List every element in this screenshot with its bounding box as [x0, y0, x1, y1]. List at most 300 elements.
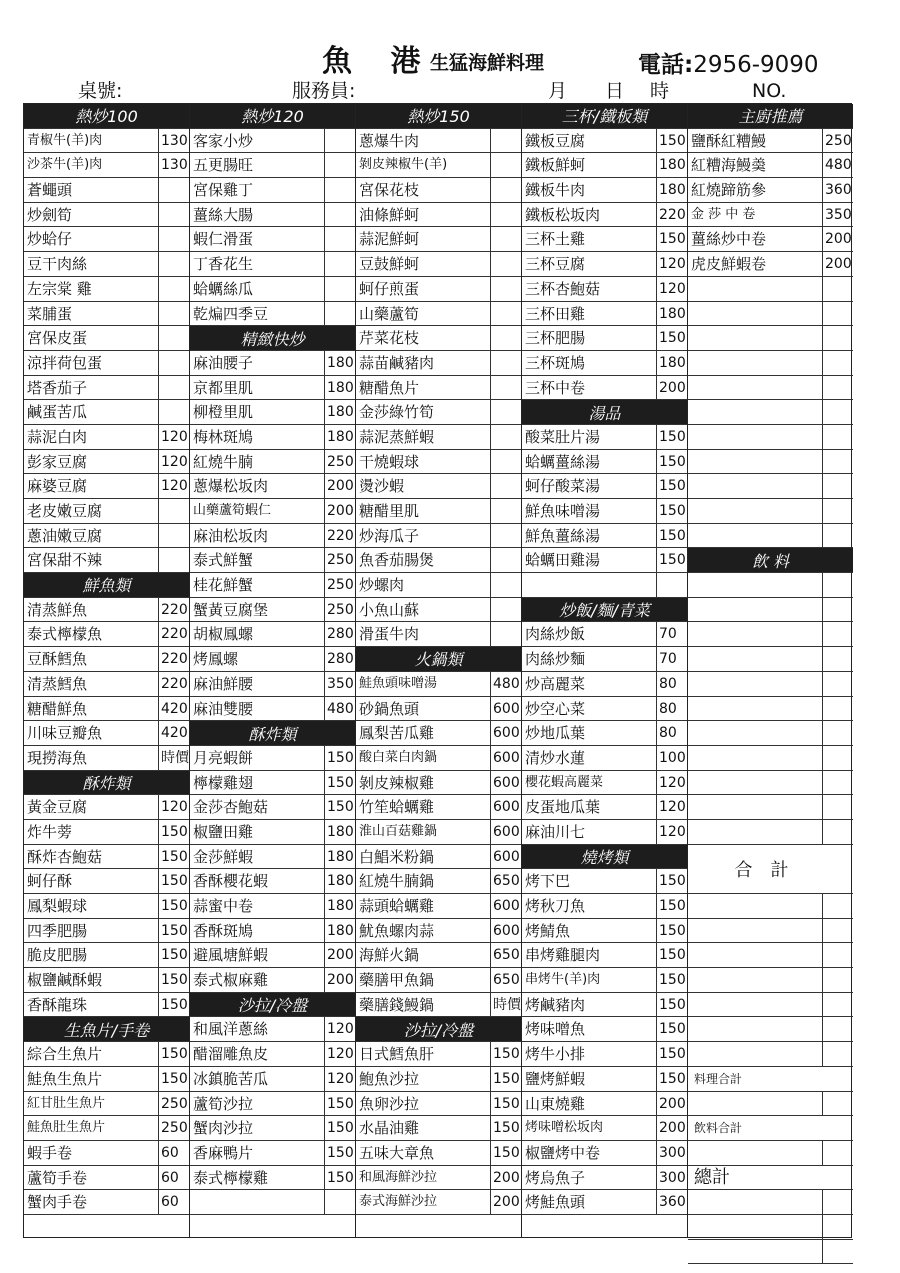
item-price: [822, 672, 853, 696]
item-price: [158, 376, 189, 400]
item-price: [490, 351, 521, 375]
item-name: 三杯肥腸: [525, 329, 586, 348]
menu-item: [190, 1092, 355, 1117]
menu-item: [24, 1116, 189, 1141]
total-label: 料理合計: [694, 1071, 743, 1086]
item-name: 炒海瓜子: [359, 526, 420, 545]
item-name: [688, 919, 822, 943]
menu-item: [356, 869, 521, 894]
item-price: 150: [324, 771, 355, 795]
item-price: 600: [490, 721, 521, 745]
item-price: [158, 351, 189, 375]
item-name: 金莎鮮蝦: [193, 847, 254, 866]
menu-item: [522, 1141, 687, 1166]
item-price: [822, 1190, 853, 1214]
item-price: [822, 1092, 853, 1116]
item-name: 香酥斑鳩: [193, 921, 254, 940]
item-name: [688, 697, 822, 721]
item-name: 綜合生魚片: [27, 1045, 103, 1064]
item-name: 炒地瓜葉: [525, 724, 586, 743]
menu-item: [688, 1240, 853, 1265]
item-price: 80: [656, 672, 687, 696]
item-price: 150: [324, 1092, 355, 1116]
item-name: 蘆筍沙拉: [193, 1094, 254, 1113]
item-price: 650: [490, 968, 521, 992]
item-price: [490, 178, 521, 202]
menu-item: [522, 968, 687, 993]
item-name: [522, 573, 656, 597]
item-price: 150: [656, 425, 687, 449]
item-name: [688, 400, 822, 424]
menu-item: [356, 1067, 521, 1092]
item-price: [822, 351, 853, 375]
item-name: 干燒蝦球: [359, 452, 420, 471]
menu-item: [24, 622, 189, 647]
menu-item: [522, 277, 687, 302]
item-price: [822, 943, 853, 967]
section-header: 炒飯/麵/青菜: [522, 598, 687, 623]
item-price: [158, 302, 189, 326]
item-name: 四季肥腸: [27, 921, 88, 940]
item-price: [324, 129, 355, 153]
item-name: [688, 302, 822, 326]
item-name: 彭家豆腐: [27, 452, 88, 471]
item-name: 櫻花蝦高麗菜: [525, 774, 604, 790]
item-price: 150: [158, 993, 189, 1017]
menu-item: [688, 795, 853, 820]
item-price: 180: [324, 919, 355, 943]
menu-item: [688, 672, 853, 697]
item-name: 烤秋刀魚: [525, 897, 586, 915]
item-price: 300: [656, 1141, 687, 1165]
item-name: 蘆筍手卷: [27, 1168, 88, 1187]
menu-column-2: [189, 104, 355, 1237]
item-name: 蟹肉手卷: [27, 1193, 88, 1212]
item-name: 滑蛋牛肉: [359, 625, 420, 644]
item-price: 200: [656, 1116, 687, 1140]
item-name: [688, 1141, 822, 1165]
item-price: [158, 277, 189, 301]
item-price: 150: [158, 845, 189, 869]
menu-item: [688, 1042, 853, 1067]
menu-item: [24, 326, 189, 351]
menu-item: [24, 203, 189, 228]
item-price: [490, 499, 521, 523]
item-price: 200: [490, 1166, 521, 1190]
menu-item: [688, 425, 853, 450]
menu-item: [356, 400, 521, 425]
item-price: [490, 153, 521, 177]
menu-item: [190, 178, 355, 203]
menu-item: [24, 1042, 189, 1067]
item-price: 220: [656, 203, 687, 227]
section-header: 燒烤類: [522, 845, 687, 870]
item-price: 150: [324, 746, 355, 770]
menu-item: [688, 1092, 853, 1117]
item-price: 180: [324, 351, 355, 375]
item-name: 肉絲炒飯: [525, 625, 586, 644]
item-name: 宮保甜不辣: [27, 551, 103, 570]
item-price: [822, 795, 853, 819]
item-name: 糖醋魚片: [359, 378, 420, 397]
item-price: [490, 573, 521, 597]
menu-item: [688, 573, 853, 598]
item-price: [822, 326, 853, 350]
item-price: [822, 302, 853, 326]
item-price: 220: [158, 598, 189, 622]
menu-item: [24, 1141, 189, 1166]
item-name: 薑絲炒中卷: [691, 230, 767, 249]
item-name: 丁香花生: [193, 255, 254, 274]
menu-item: [688, 598, 853, 623]
item-name: 紅燒蹄筋參: [691, 181, 767, 200]
item-name: 菜脯蛋: [27, 304, 73, 323]
item-name: [688, 450, 822, 474]
item-name: 砂鍋魚頭: [359, 699, 420, 718]
item-price: 150: [656, 548, 687, 572]
item-price: [822, 919, 853, 943]
item-name: 鮑魚沙拉: [359, 1069, 420, 1088]
item-price: [822, 425, 853, 449]
item-price: 250: [822, 129, 853, 153]
menu-item: [24, 672, 189, 697]
menu-item: [356, 622, 521, 647]
item-name: 蒼蠅頭: [27, 181, 73, 200]
menu-item: [688, 153, 853, 178]
item-name: 魚香茄腸煲: [359, 551, 435, 570]
item-price: 600: [490, 795, 521, 819]
item-name: 沙茶牛(羊)肉: [27, 157, 103, 173]
item-name: 蛤蠣薑絲湯: [525, 452, 601, 471]
menu-item: [688, 326, 853, 351]
item-price: 150: [656, 450, 687, 474]
menu-item: [24, 894, 189, 919]
item-price: 時價: [158, 746, 189, 770]
item-price: [822, 277, 853, 301]
item-name: 蒜泥白肉: [27, 427, 88, 446]
item-name: 烤味噌魚: [525, 1020, 586, 1039]
item-price: 150: [656, 1067, 687, 1091]
item-name: 蚵仔煎蛋: [359, 279, 420, 298]
item-price: [822, 573, 853, 597]
menu-item: [522, 129, 687, 154]
menu-item: [688, 1017, 853, 1042]
item-price: 150: [656, 869, 687, 893]
menu-item: [356, 153, 521, 178]
menu-item: [688, 647, 853, 672]
item-price: 130: [158, 153, 189, 177]
item-price: 200: [656, 1092, 687, 1116]
menu-item: [356, 1166, 521, 1191]
menu-item: [688, 993, 853, 1018]
menu-item: [24, 227, 189, 252]
section-header: 鮮魚類: [24, 573, 189, 598]
item-name: 鮮魚味噌湯: [525, 502, 601, 520]
item-name: [688, 1042, 822, 1066]
menu-item: [522, 425, 687, 450]
item-name: [688, 1092, 822, 1116]
menu-item: [190, 622, 355, 647]
menu-item: [190, 647, 355, 672]
phone-number: 2956-9090: [693, 52, 819, 78]
item-name: [688, 795, 822, 819]
item-price: 70: [656, 622, 687, 646]
item-price: [158, 203, 189, 227]
item-name: 鳳梨蝦球: [27, 897, 88, 915]
menu-item: [522, 919, 687, 944]
item-price: [490, 277, 521, 301]
item-price: [324, 252, 355, 276]
item-price: [490, 548, 521, 572]
item-name: 日式鱈魚肝: [359, 1045, 435, 1064]
menu-item: [356, 474, 521, 499]
item-price: 150: [158, 1042, 189, 1066]
total-label: 總計: [694, 1166, 730, 1188]
menu-item: [24, 302, 189, 327]
item-name: 豆酥鱈魚: [27, 650, 88, 669]
item-price: [822, 820, 853, 844]
item-name: [688, 771, 822, 795]
item-name: 魷魚螺肉蒜: [359, 921, 435, 940]
item-price: 150: [656, 524, 687, 548]
item-name: 蒜蜜中卷: [193, 897, 254, 915]
menu-item: [190, 203, 355, 228]
item-name: 芹菜花枝: [359, 329, 420, 348]
menu-item: [356, 252, 521, 277]
menu-item: [356, 845, 521, 870]
menu-item: [356, 548, 521, 573]
item-price: [822, 721, 853, 745]
hour-label: 時: [650, 80, 670, 102]
item-name: 烤下巴: [525, 872, 571, 891]
item-name: 塔香茄子: [27, 378, 88, 397]
item-price: 180: [324, 869, 355, 893]
section-header: 生魚片/手卷: [24, 1017, 189, 1042]
item-name: 清蒸鮮魚: [27, 600, 88, 619]
item-name: 鹽酥紅糟鰻: [691, 131, 767, 150]
menu-item: [24, 1166, 189, 1191]
item-name: [688, 598, 822, 622]
order-sheet-header: [0, 0, 900, 110]
item-name: 薑絲大腸: [193, 205, 254, 224]
menu-item: [356, 227, 521, 252]
item-name: [688, 721, 822, 745]
menu-item: [190, 400, 355, 425]
item-price: 150: [490, 1141, 521, 1165]
item-price: [158, 400, 189, 424]
item-name: 冰鎮脆苦瓜: [193, 1069, 269, 1088]
item-price: 280: [324, 622, 355, 646]
menu-item: [356, 1116, 521, 1141]
item-price: 420: [158, 697, 189, 721]
item-price: 180: [656, 351, 687, 375]
menu-item: [24, 820, 189, 845]
item-price: [822, 499, 853, 523]
menu-item: [688, 302, 853, 327]
menu-item: [688, 227, 853, 252]
item-name: 鮮魚薑絲湯: [525, 526, 601, 545]
menu-column-3: [355, 104, 521, 1237]
menu-item: [522, 795, 687, 820]
menu-item: [24, 499, 189, 524]
item-name: 蒜苗鹹豬肉: [359, 353, 435, 372]
item-price: 250: [324, 598, 355, 622]
restaurant-subtitle: 生猛海鮮料理: [430, 52, 545, 74]
menu-item: [24, 178, 189, 203]
item-price: [490, 450, 521, 474]
menu-item: [522, 1116, 687, 1141]
menu-item: [190, 1067, 355, 1092]
menu-item: [190, 153, 355, 178]
item-name: 胡椒鳳螺: [193, 625, 254, 644]
menu-item: [24, 869, 189, 894]
menu-item: [522, 1042, 687, 1067]
item-price: [822, 376, 853, 400]
item-name: 脆皮肥腸: [27, 946, 88, 965]
menu-item: [356, 1141, 521, 1166]
item-price: [158, 326, 189, 350]
menu-item: [522, 548, 687, 573]
item-price: 120: [656, 771, 687, 795]
menu-item: [24, 129, 189, 154]
item-price: [490, 425, 521, 449]
menu-item: [522, 746, 687, 771]
item-price: [158, 548, 189, 572]
item-name: 豆干肉絲: [27, 255, 88, 274]
menu-item: [24, 153, 189, 178]
item-name: 蚵仔酸菜湯: [525, 477, 601, 496]
menu-item: [24, 277, 189, 302]
item-price: 200: [490, 1190, 521, 1214]
item-name: 泰式檸檬雞: [193, 1168, 269, 1187]
menu-item: [356, 302, 521, 327]
item-price: 650: [490, 943, 521, 967]
item-name: [688, 1017, 822, 1041]
item-price: [822, 1215, 853, 1239]
menu-item: [688, 746, 853, 771]
item-name: [688, 820, 822, 844]
item-price: [324, 153, 355, 177]
menu-item: [522, 672, 687, 697]
item-name: 串烤雞腿肉: [525, 946, 601, 965]
item-name: 水晶油雞: [359, 1119, 420, 1138]
item-price: [822, 450, 853, 474]
item-name: 紅甘肚生魚片: [27, 1095, 106, 1111]
menu-column-5: [687, 104, 853, 1237]
item-name: 蔥爆松坂肉: [193, 477, 269, 496]
item-price: 150: [158, 894, 189, 918]
item-name: 炒蛤仔: [27, 230, 73, 249]
item-name: 鮭魚肚生魚片: [27, 1120, 106, 1136]
menu-item: [688, 919, 853, 944]
menu-item: [688, 277, 853, 302]
menu-item: [522, 376, 687, 401]
item-price: 150: [490, 1042, 521, 1066]
item-price: [822, 400, 853, 424]
menu-item: [688, 450, 853, 475]
item-name: 和風洋蔥絲: [193, 1020, 269, 1039]
item-name: 鹽烤鮮蝦: [525, 1069, 586, 1088]
section-header: 飲 料: [688, 548, 853, 573]
item-price: 150: [656, 943, 687, 967]
menu-item: [356, 129, 521, 154]
item-price: 250: [324, 450, 355, 474]
item-price: [324, 203, 355, 227]
item-price: 200: [324, 943, 355, 967]
menu-item: [522, 697, 687, 722]
menu-item: [356, 425, 521, 450]
menu-item: [356, 1092, 521, 1117]
menu-item: [688, 351, 853, 376]
item-price: 60: [158, 1141, 189, 1165]
item-name: 清炒水蓮: [525, 748, 586, 767]
item-name: 三杯杏鮑菇: [525, 279, 601, 298]
item-name: 麻油鮮腰: [193, 674, 254, 693]
item-price: 600: [490, 771, 521, 795]
menu-item: [356, 326, 521, 351]
item-name: 肉絲炒麵: [525, 650, 586, 669]
item-name: 鐵板牛肉: [525, 181, 586, 200]
item-name: 五更腸旺: [193, 156, 254, 175]
menu-item: [522, 153, 687, 178]
menu-item: [522, 326, 687, 351]
item-price: 220: [158, 647, 189, 671]
item-price: 180: [324, 894, 355, 918]
menu-item: [688, 1215, 853, 1240]
item-name: 宮保花枝: [359, 181, 420, 200]
menu-item: [522, 943, 687, 968]
item-price: [158, 178, 189, 202]
menu-item: [522, 1190, 687, 1215]
item-name: 藥膳錢鰻鍋: [359, 995, 435, 1014]
item-name: [688, 376, 822, 400]
item-price: [822, 746, 853, 770]
item-name: [190, 1190, 324, 1214]
item-name: 三杯中卷: [525, 378, 586, 397]
item-name: [688, 672, 822, 696]
menu-item: [190, 129, 355, 154]
menu-item: [356, 178, 521, 203]
menu-item: [522, 820, 687, 845]
item-name: [688, 425, 822, 449]
item-price: [324, 227, 355, 251]
menu-item: [24, 450, 189, 475]
item-name: 烤鳳螺: [193, 650, 239, 669]
item-price: 180: [324, 425, 355, 449]
item-price: 150: [490, 1067, 521, 1091]
menu-item: [356, 573, 521, 598]
section-header: 主廚推薦: [688, 104, 853, 129]
menu-item: [190, 598, 355, 623]
item-name: 醋溜雕魚皮: [193, 1045, 269, 1064]
item-name: 鮭魚頭味噌湯: [359, 675, 438, 691]
menu-item: [190, 548, 355, 573]
section-header: 三杯/鐵板類: [522, 104, 687, 129]
item-price: 480: [324, 697, 355, 721]
menu-item: [24, 524, 189, 549]
menu-item: [688, 524, 853, 549]
item-name: 泰式檸檬魚: [27, 625, 103, 644]
item-price: 150: [656, 968, 687, 992]
menu-item: [190, 869, 355, 894]
item-price: 180: [656, 178, 687, 202]
item-name: 月亮蝦餅: [193, 748, 254, 767]
item-name: 青椒牛(羊)肉: [27, 132, 103, 148]
item-name: 酥炸杏鮑菇: [27, 847, 103, 866]
item-name: 黃金豆腐: [27, 798, 88, 817]
item-price: [490, 326, 521, 350]
item-name: 竹笙蛤蠣雞: [359, 798, 435, 817]
